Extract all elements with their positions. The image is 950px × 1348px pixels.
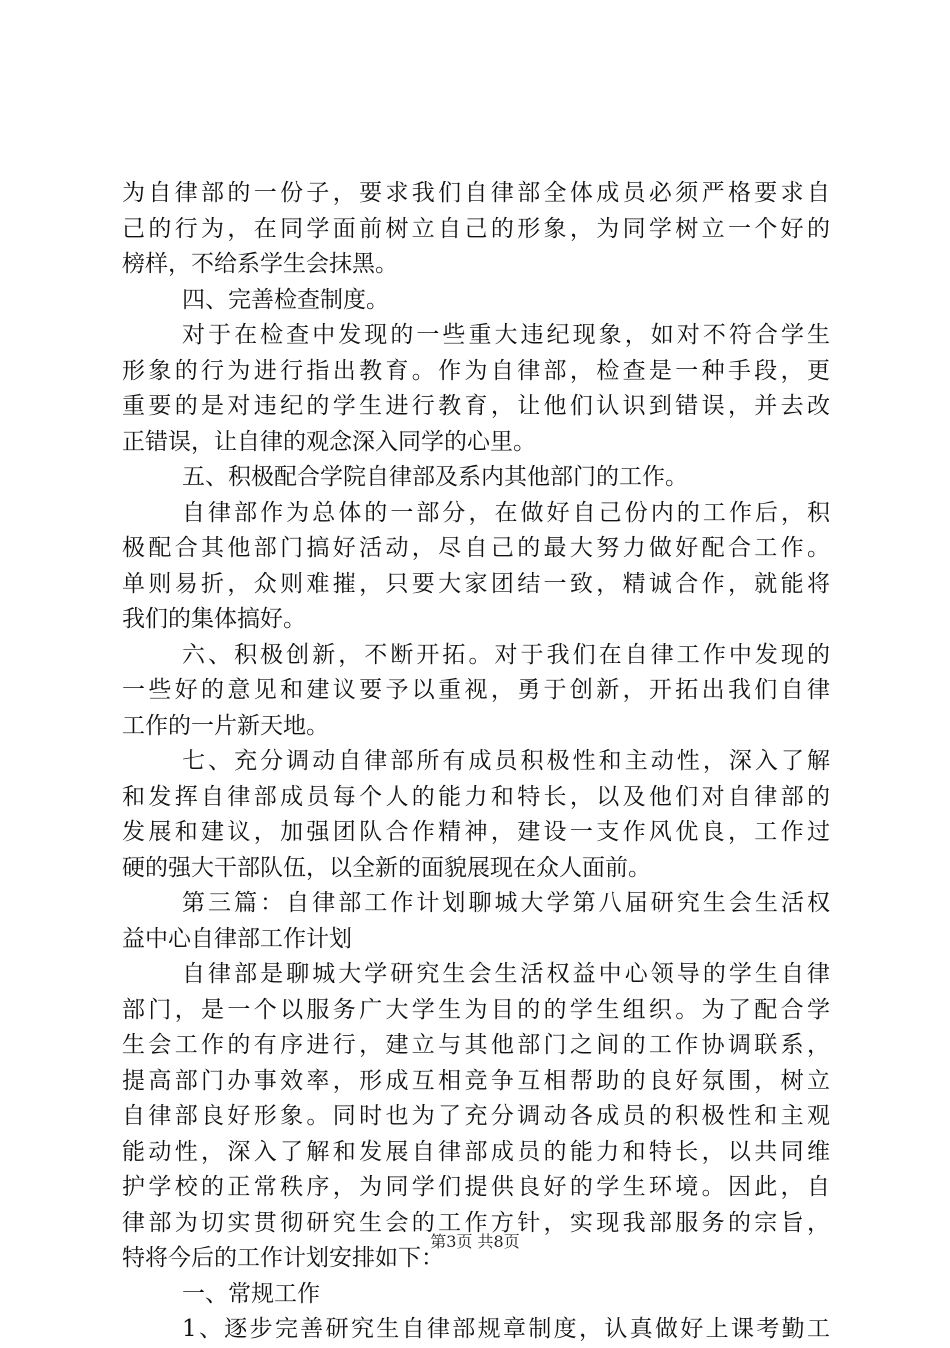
- text-line: 正错误，让自律的观念深入同学的心里。: [122, 428, 536, 455]
- text-line: 对于在检查中发现的一些重大违纪现象，如对不符合学生: [182, 322, 830, 348]
- text-line: 五、积极配合学院自律部及系内其他部门的工作。: [182, 464, 688, 490]
- text-line: 部门，是一个以服务广大学生为目的的学生组织。为了配合学: [122, 996, 830, 1023]
- text-line: 为自律部的一份子，要求我们自律部全体成员必须严格要求自: [122, 180, 830, 206]
- text-line: 硬的强大干部队伍，以全新的面貌展现在众人面前。: [122, 854, 651, 881]
- text-line: 工作的一片新天地。: [122, 712, 329, 739]
- text-line: 提高部门办事效率，形成互相竞争互相帮助的良好氛围，树立: [122, 1067, 830, 1094]
- text-line: 生会工作的有序进行，建立与其他部门之间的工作协调联系，: [122, 1032, 830, 1058]
- text-line: 一些好的意见和建议要予以重视，勇于创新，开拓出我们自律: [122, 677, 830, 703]
- text-line: 自律部良好形象。同时也为了充分调动各成员的积极性和主观: [122, 1103, 830, 1129]
- text-line: 自律部作为总体的一部分，在做好自己份内的工作后，积: [182, 499, 830, 526]
- text-line: 特将今后的工作计划安排如下：: [122, 1245, 444, 1271]
- text-line: 单则易折，众则难摧，只要大家团结一致，精诚合作，就能将: [122, 570, 830, 597]
- text-line: 益中心自律部工作计划: [122, 925, 352, 952]
- text-line: 律部为切实贯彻研究生会的工作方针，实现我部服务的宗旨，: [122, 1209, 830, 1236]
- text-line: 我们的集体搞好。: [122, 606, 306, 632]
- text-line: 自律部是聊城大学研究生会生活权益中心领导的学生自律: [182, 961, 830, 987]
- text-line: 1、逐步完善研究生自律部规章制度，认真做好上课考勤工: [182, 1316, 830, 1342]
- text-line: 重要的是对违纪的学生进行教育，让他们认识到错误，并去改: [122, 393, 830, 419]
- text-line: 己的行为，在同学面前树立自己的形象，为同学树立一个好的: [122, 215, 830, 242]
- text-line: 一、常规工作: [182, 1280, 320, 1307]
- text-line: 极配合其他部门搞好活动，尽自己的最大努力做好配合工作。: [122, 535, 830, 561]
- text-line: 六、积极创新，不断开拓。对于我们在自律工作中发现的: [182, 641, 830, 668]
- text-line: 护学校的正常秩序，为同学们提供良好的学生环境。因此，自: [122, 1174, 830, 1200]
- text-line: 发展和建议，加强团队合作精神，建设一支作风优良，工作过: [122, 819, 830, 845]
- text-line: 榜样，不给系学生会抹黑。: [122, 251, 398, 277]
- text-line: 和发挥自律部成员每个人的能力和特长，以及他们对自律部的: [122, 783, 830, 810]
- text-line: 形象的行为进行指出教育。作为自律部，检查是一种手段，更: [122, 357, 830, 384]
- text-line: 四、完善检查制度。: [182, 286, 389, 313]
- text-line: 能动性，深入了解和发展自律部成员的能力和特长，以共同维: [122, 1138, 830, 1165]
- text-line: 七、充分调动自律部所有成员积极性和主动性，深入了解: [182, 748, 830, 774]
- page-footer: 第3页 共8页: [430, 1232, 520, 1251]
- text-line: 第三篇：自律部工作计划聊城大学第八届研究生会生活权: [182, 890, 830, 916]
- document-body: [122, 176, 830, 1348]
